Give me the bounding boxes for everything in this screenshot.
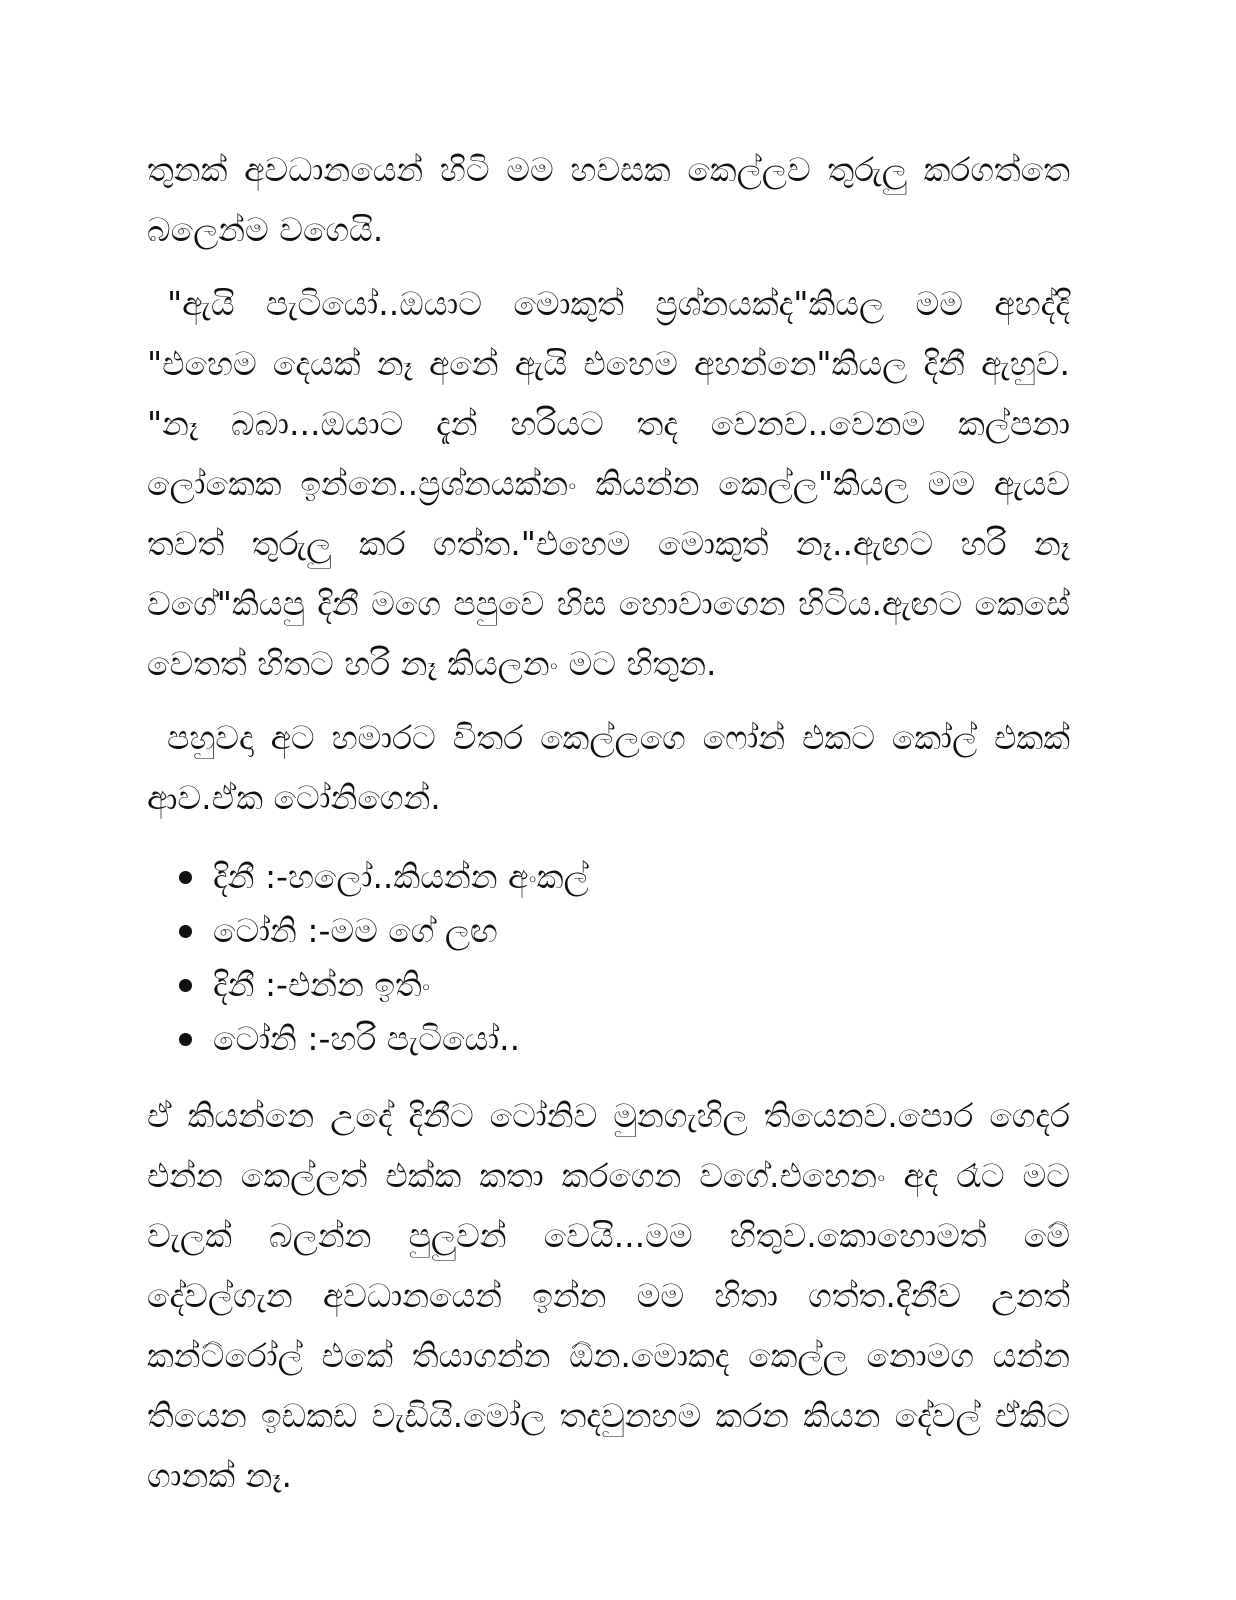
bullet-icon bbox=[179, 979, 192, 992]
paragraph-1: තුනක් අවධානයෙන් හිටි මම හවසක කෙල්ලව තුරුලු කරගත්තෙ බලෙන්ම වගෙයි. bbox=[147, 150, 1070, 249]
dialogue-item bbox=[177, 1012, 1070, 1066]
dialogue-line: ටෝනි :-හරි පැටියෝ.. bbox=[213, 1019, 521, 1058]
dialogue-list bbox=[147, 850, 1070, 1066]
dialogue-item bbox=[177, 958, 1070, 1012]
document-page bbox=[147, 140, 1070, 1520]
bullet-icon bbox=[179, 925, 192, 938]
dialogue-line: දිනී :-හලෝ..කියන්න අංකල් bbox=[213, 857, 589, 896]
paragraph-4: ඒ කියන්නෙ උදේ දිනීට ටෝනිව මුනගැහිල තියෙනව.පොර ගෙදර එන්න කෙල්ලත් එක්ක කතා කරගෙන වගේ.එහෙනං අද රෑට මට වැලක් බලන්න පුලුවන් වෙයි...මම හිතුව.කොහොමත් මේ දේවල්ගැන අවධානයෙන් ඉන්න මම හිතා ගත්ත.දිනීව උනත් කන්ට්රෝල් එකේ තියාගන්න ඕන.මොකද කෙල්ල නොමග යන්න තියෙන ඉඩකඩ වැඩියි.මෝල තදවුනහම කරන කියන දේවල් ඒකිට ගානක් නෑ. bbox=[147, 1096, 1070, 1495]
dialogue-item bbox=[177, 904, 1070, 958]
dialogue-line: ටෝනි :-මම ගේ ලඟ bbox=[213, 911, 498, 950]
bullet-icon bbox=[179, 1033, 192, 1046]
dialogue-line: දිනී :-එන්න ඉතිං bbox=[213, 965, 431, 1004]
dialogue-item bbox=[177, 850, 1070, 904]
bullet-icon bbox=[179, 871, 192, 884]
paragraph-3: පහුවදා අට හමාරට විතර කෙල්ලගෙ ෆෝන් එකට කෝල් එකක් ආව.ඒක ටෝනිගෙන්. bbox=[147, 718, 1070, 817]
paragraph-2: "ඇයි පැටියෝ..ඔයාට මොකුත් ප්‍රශ්නයක්ද"කියල මම අහද්දි "එහෙම දෙයක් නෑ අනේ ඇයි එහෙම අහන්නෙ"කියල දිනී ඇහුව. "නෑ බබා...ඔයාට දැන් හරියට තද වෙනව..වෙනම කල්පනා ලෝකෙක ඉන්නෙ..ප්‍රශ්නයක්නං කියන්න කෙල්ල"කියල මම ඇයව තවත් තුරුලු කර ගත්ත."එහෙම මොකුත් නෑ..ඇඟට හරි නෑ වගේ"කියපු දිනී මගෙ පපුවෙ හිස හොවාගෙන හිටිය.ඇඟට කෙසේ වෙතත් හිතට හරි නෑ කියලනං මට හිතුන. bbox=[147, 284, 1070, 683]
